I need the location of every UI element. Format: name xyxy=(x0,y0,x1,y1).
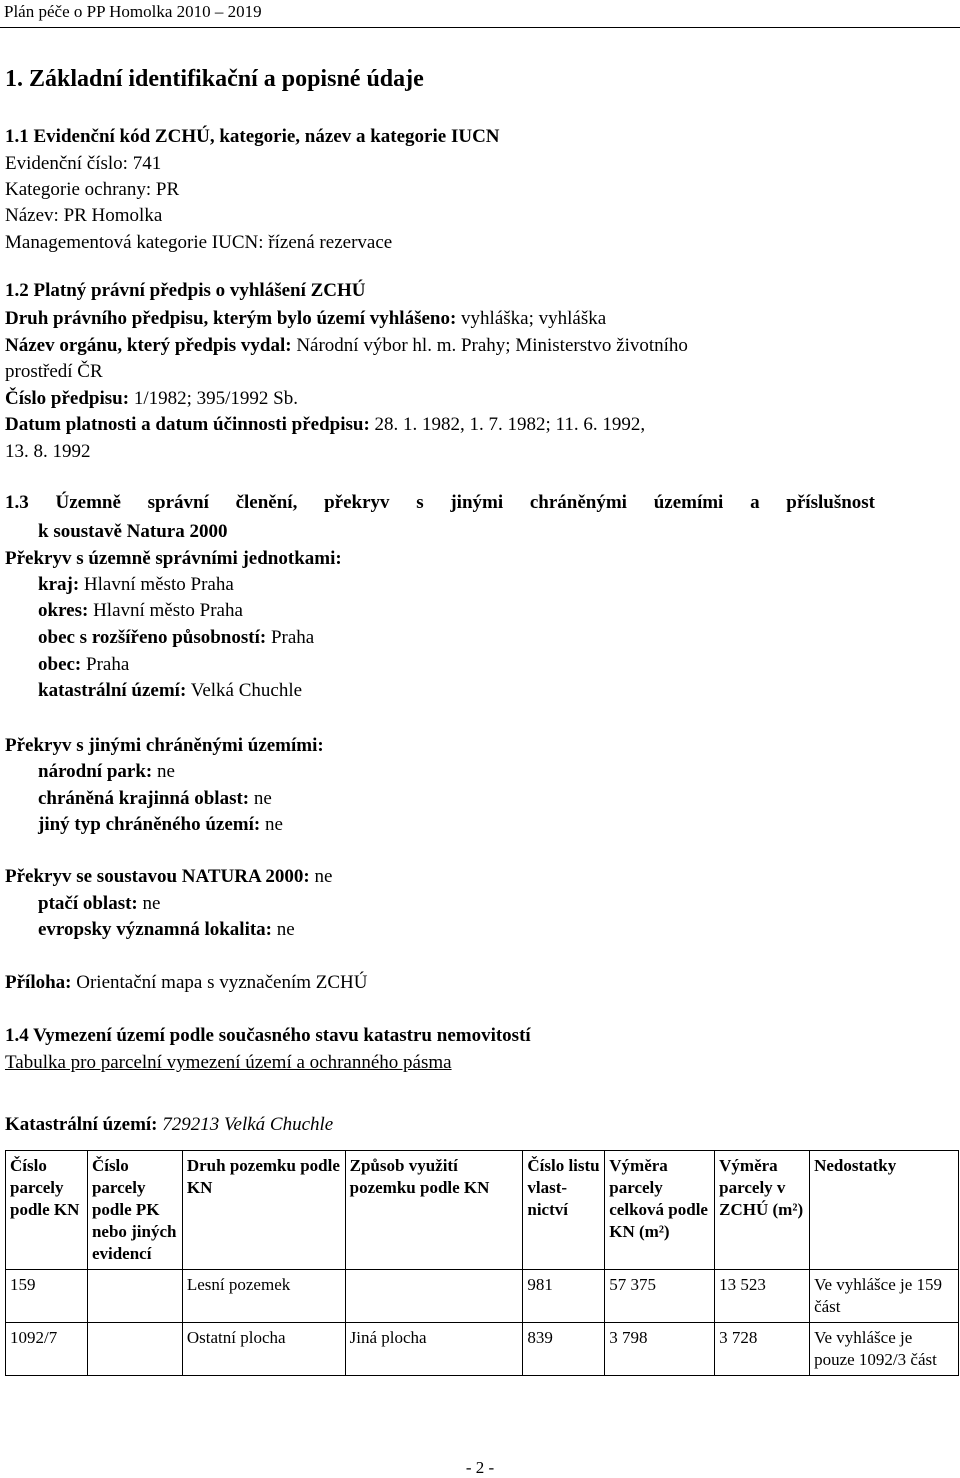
kraj-row xyxy=(38,572,234,598)
obec-value: Praha xyxy=(81,654,130,675)
header-title: Plán péče o PP Homolka 2010 – 2019 xyxy=(4,2,262,21)
annex-row xyxy=(5,970,367,996)
po-row xyxy=(38,891,160,917)
col-header-area-zchu: Výměra parcely v ZCHÚ (m²) xyxy=(715,1151,810,1270)
section-1-title: 1. Základní identifikační a popisné údaje xyxy=(5,66,424,92)
iucn-value: řízená rezervace xyxy=(263,232,393,253)
table-header-row xyxy=(6,1151,959,1270)
ku-row xyxy=(38,678,302,704)
cell: Ve vyhlášce je pouze 1092/3 část xyxy=(810,1323,959,1376)
cell: 57 375 xyxy=(605,1270,715,1323)
orp-value: Praha xyxy=(266,627,315,648)
date-value: 28. 1. 1982, 1. 7. 1982; 11. 6. 1992, xyxy=(369,414,646,435)
section-1-4-title: 1.4 Vymezení území podle současného stavu katastru nemovitostí xyxy=(5,1025,531,1046)
cell xyxy=(87,1323,182,1376)
po-value: ne xyxy=(137,893,161,914)
other-value: ne xyxy=(260,814,283,835)
natura-row xyxy=(5,864,332,890)
evl-value: ne xyxy=(272,919,295,940)
kraj-value: Hlavní město Praha xyxy=(79,574,234,595)
cell: 159 xyxy=(6,1270,88,1323)
iucn-label: Managementová kategorie IUCN: xyxy=(5,232,264,253)
obec-row xyxy=(38,652,129,678)
table-ku xyxy=(5,1112,333,1138)
np-value: ne xyxy=(152,761,175,782)
col-header-parcel-kn: Číslo parcely podle KN xyxy=(6,1151,88,1270)
table-row xyxy=(6,1323,959,1376)
other-label: jiný typ chráněného území: xyxy=(38,814,261,835)
cell: Ostatní plocha xyxy=(182,1323,345,1376)
evidence-value: 741 xyxy=(127,153,162,174)
cell: 3 798 xyxy=(605,1323,715,1376)
number-label: Číslo předpisu: xyxy=(5,388,130,409)
organ-label: Název orgánu, který předpis vydal: xyxy=(5,335,292,356)
evl-row xyxy=(38,917,295,943)
iucn-category xyxy=(5,230,392,256)
organ-value: Národní výbor hl. m. Prahy; Ministerstvo životního xyxy=(291,335,688,356)
col-header-deficiencies: Nedostatky xyxy=(810,1151,959,1270)
col-header-land-use: Způsob využití pozemku podle KN xyxy=(345,1151,523,1270)
protection-category xyxy=(5,177,179,203)
date-label: Datum platnosti a datum účinnosti předpisu: xyxy=(5,414,370,435)
orp-label: obec s rozšířeno působností: xyxy=(38,627,267,648)
table-row xyxy=(6,1270,959,1323)
ku-label: katastrální území: xyxy=(38,680,187,701)
number-value: 1/1982; 395/1992 Sb. xyxy=(129,388,298,409)
protected-overlap-title: Překryv s jinými chráněnými územími: xyxy=(5,735,324,756)
cell: 13 523 xyxy=(715,1270,810,1323)
section-1-3-title: 1.3 Územně správní členění, překryv s jinými chráněnými územími a příslušnost xyxy=(5,492,875,513)
col-header-land-type: Druh pozemku podle KN xyxy=(182,1151,345,1270)
section-1-1-title: 1.1 Evidenční kód ZCHÚ, kategorie, název a kategorie IUCN xyxy=(5,126,500,147)
cell: 981 xyxy=(523,1270,605,1323)
section-1-2-title: 1.2 Platný právní předpis o vyhlášení ZCHÚ xyxy=(5,280,366,301)
regulation-number xyxy=(5,386,298,412)
cell xyxy=(87,1270,182,1323)
np-row xyxy=(38,759,175,785)
regulation-date xyxy=(5,412,645,438)
po-label: ptačí oblast: xyxy=(38,893,138,914)
other-row xyxy=(38,812,283,838)
cell: Jiná plocha xyxy=(345,1323,523,1376)
annex-label: Příloha: xyxy=(5,972,72,993)
chko-value: ne xyxy=(249,788,272,809)
okres-row xyxy=(38,598,243,624)
page-header xyxy=(0,0,960,30)
cell: Lesní pozemek xyxy=(182,1270,345,1323)
category-value: PR xyxy=(151,179,180,200)
regulation-date-cont: 13. 8. 1992 xyxy=(5,441,91,462)
admin-overlap-title: Překryv s územně správními jednotkami: xyxy=(5,548,342,569)
cell: 1092/7 xyxy=(6,1323,88,1376)
regulation-type xyxy=(5,306,606,332)
natura-label: Překryv se soustavou NATURA 2000: xyxy=(5,866,310,887)
cell xyxy=(345,1270,523,1323)
cell: 3 728 xyxy=(715,1323,810,1376)
ku-value: Velká Chuchle xyxy=(186,680,303,701)
section-1-3-title-cont: k soustavě Natura 2000 xyxy=(38,521,228,542)
cell: Ve vyhlášce je 159 část xyxy=(810,1270,959,1323)
col-header-parcel-pk: Číslo parcely podle PK nebo jiných evidencí xyxy=(87,1151,182,1270)
type-value: vyhláška; vyhláška xyxy=(456,308,607,329)
issuing-organ-cont: prostředí ČR xyxy=(5,361,103,382)
col-header-area-total: Výměra parcely celková podle KN (m²) xyxy=(605,1151,715,1270)
kraj-label: kraj: xyxy=(38,574,80,595)
evidence-label: Evidenční číslo: xyxy=(5,153,128,174)
chko-label: chráněná krajinná oblast: xyxy=(38,788,250,809)
orp-row xyxy=(38,625,314,651)
type-label: Druh právního předpisu, kterým bylo území vyhlášeno: xyxy=(5,308,457,329)
natura-value: ne xyxy=(309,866,333,887)
table-ku-label: Katastrální území: xyxy=(5,1114,158,1135)
okres-value: Hlavní město Praha xyxy=(88,600,243,621)
np-label: národní park: xyxy=(38,761,153,782)
annex-value: Orientační mapa s vyznačením ZCHÚ xyxy=(71,972,368,993)
okres-label: okres: xyxy=(38,600,89,621)
name-value: PR Homolka xyxy=(58,205,163,226)
chko-row xyxy=(38,786,272,812)
obec-label: obec: xyxy=(38,654,82,675)
cell: 839 xyxy=(523,1323,605,1376)
table-ku-value: 729213 Velká Chuchle xyxy=(157,1114,334,1135)
page-number: - 2 - xyxy=(465,1458,495,1477)
section-1-4-subtitle: Tabulka pro parcelní vymezení území a ochranného pásma xyxy=(5,1052,452,1073)
category-label: Kategorie ochrany: xyxy=(5,179,152,200)
parcel-table xyxy=(5,1150,959,1376)
area-name xyxy=(5,203,162,229)
header-rule xyxy=(0,27,960,28)
col-header-lv: Číslo listu vlast-nictví xyxy=(523,1151,605,1270)
evl-label: evropsky významná lokalita: xyxy=(38,919,273,940)
issuing-organ xyxy=(5,333,688,359)
name-label: Název: xyxy=(5,205,59,226)
evidence-number xyxy=(5,151,161,177)
